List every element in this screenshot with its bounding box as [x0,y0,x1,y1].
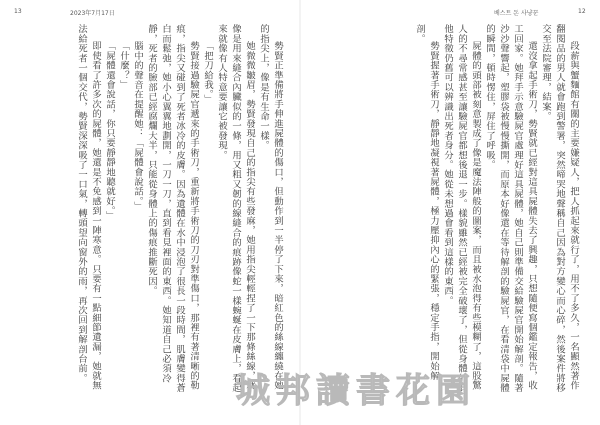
left-page-date: 2023年7月17日 [70,10,115,17]
paragraph: 勢賢正準備將手伸進屍體的傷口，但動作到一半停了下來，暗紅色的絲線纏繞在她的指尖上，像是有生命一樣。 [258,24,283,390]
paragraph: 腦中的聲音在提醒她：「屍體會說話。」 [132,40,143,211]
dialogue-line: 「屍體還會說話，你只要靜靜地聽就好。」 [104,40,115,221]
paragraph: 段薪與蟹麵館有關的主要嫌疑人，把人抓起來就行了，用不了多久，一名顯然著作翻閱品的男人就會跑到警署，突然啼哭地聲稱自己因為對方變心而心碎，然後案件將移交至法院審理，結案。 [540,24,579,393]
paragraph: 勢賢握著手術刀，靜靜地凝視著屍體，極力壓抑內心的緊張，穩定手指，開始解剖。 [414,24,439,381]
dialogue-line: 「把刀給我。」 [202,40,213,104]
left-page-number: 13 [14,8,22,15]
paragraph: 她微微皺眉，勢賢發現自己的指尖有些發麻，她用指尖輕輕捏了一下那條絲線，就像是用來縫合內臟似的一條，用又粗又韌的線縫合的痕跡像蛇一樣蜿蜒在皮膚上，看起來就像有人特意要讓它被發現。 [216,24,255,393]
watermark-logo: 城邦讀書花園 [236,371,476,411]
left-page-body [20,24,284,396]
right-page-number: 12 [578,8,586,15]
right-page-title: 베스트 돈 사냥꾼 [494,10,539,17]
paragraph: 屍體的頭部被刻意製成了像是魔法陣般的圖案，而且被水泡得有些模糊了，這股驚人的不尋常感甚至讓驗屍官都想後退一步。樣貌雖然已經被完全破壞了，但從身體的其他特徵仍舊可以辨識出死者身分。她從未想過會看到這樣的東西。 [442,24,481,393]
paragraph: 還沒拿起手術刀，勢賢就已經對這具屍體失去了興趣，只想隨便寫個鑑定報告，收工回家。她拜手示意驗屍官處理好這具屍體，她自己則準備交給驗屍官開始解剖。隨著沙沙聲響起，塑膠袋被慢慢撕開，而原本好像還在等待解剖的驗屍官，在看清袋中屍體的瞬間，頓時愣住，屏住了呼吸。 [484,24,537,393]
right-page-body [316,24,580,396]
dialogue-line: 「什麼？」 [118,40,129,90]
paragraph: 即使看了許多次的屍體，她還是不免感到一陣寒意。只要有一點細節遺漏，她就無法給死者一個交代，勢賢深深吸了一口氣，轉頭望向窗外的雨，再次回到解剖台前。 [76,24,101,390]
paragraph: 勢賢接過驗屍官遞來的手術刀，重新將手術刀的刀刃對準傷口，那裡有著清晰的勒痕，指尖又碰到了死者冰冷的皮膚。因為遺體在水中浸泡了很長一段時間，肌膚變得蒼白而鬆弛，她小心翼翼地劃開，一刀一刀，直到看見裡面的東西。她知道自己必須冷靜，死者的臉部已經腐爛大半，只能從身體上的傷痕推斷死因。 [146,24,199,393]
page-gutter [299,0,301,425]
